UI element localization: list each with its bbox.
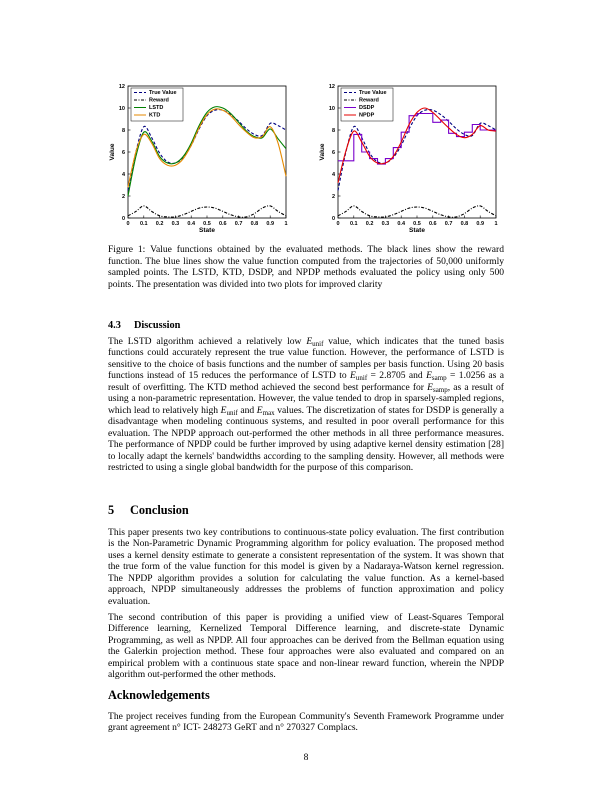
legend-label: Reward: [359, 97, 379, 104]
x-tick-label: 0.7: [444, 221, 453, 227]
y-tick-label: 6: [331, 150, 335, 156]
y-tick-label: 4: [121, 172, 125, 178]
x-tick-label: 0.4: [397, 221, 406, 227]
conclusion-paragraph-2: The second contribution of this paper is providing a unified view of Least-Squares Temporal Difference learning, Kernelized Temporal Difference learning, and discrete-state Dynamic Programming, as well as NPDP. All four approaches can be derived from the Bellman equation using the Galerkin projection method. These four approaches were also evaluated and compared on an empirical problem with a continuous state space and non-linear reward function, wherein the NPDP algorithm out-performed the other methods.: [108, 612, 504, 681]
legend-label: True Value: [359, 90, 387, 96]
legend-label: LSTD: [149, 105, 164, 111]
discussion-paragraph: The LSTD algorithm achieved a relatively low $E_{unif}$ value, which indicates that the tuned basis functions could accurately represent the true value function. However, the performance of LSTD is sensitive to the choice of basis functions and the number of samples per basis function. Using 20 basis functions instead of 15 reduces the performance of LSTD to $E_{unif} = 2.8705$ and $E_{samp} = 1.0256$ as a result of overfitting. The KTD method achieved the second best performance for $E_{samp}$, as a result of using a non-parametric representation. However, the value tended to drop in sparsely-sampled regions, which lead to relatively high $E_{unif}$ and $E_{max}$ values. The discretization of states for DSDP is generally a disadvantage when modeling continuous systems, and resulted in poor overall performance for this evaluation. The NPDP approach out-performed the other methods in all three performance measures. The performance of NPDP could be further improved by using adaptive kernel density estimation [28] to locally adapt the kernels' bandwidths according to the sampling density. However, all methods were restricted to using a single global bandwidth for the purpose of this comparison.: [108, 336, 504, 473]
y-tick-label: 4: [331, 172, 335, 178]
y-tick-label: 6: [121, 150, 125, 156]
section-number: 4.3: [108, 320, 121, 331]
page-number: 8: [303, 752, 309, 763]
x-tick-label: 0.8: [460, 221, 469, 227]
legend-label: KTD: [149, 112, 161, 119]
value-function-chart-left: [100, 78, 326, 238]
x-tick-label: 0.3: [381, 221, 390, 227]
y-tick-label: 12: [328, 84, 335, 90]
y-tick-label: 0: [121, 216, 125, 222]
y-axis-label: Value: [319, 143, 326, 161]
y-tick-label: 10: [118, 106, 125, 112]
y-tick-label: 2: [331, 194, 335, 200]
x-tick-label: 0.1: [139, 221, 148, 227]
y-tick-label: 10: [328, 106, 335, 112]
y-tick-label: 2: [121, 194, 125, 200]
section-title: Conclusion: [130, 503, 189, 517]
conclusion-paragraph-1: This paper presents two key contributions to continuous-state policy evaluation. The first contribution is the Non-Parametric Dynamic Programming algorithm for policy evaluation. The proposed method uses a kernel density estimate to generate a consistent representation of the system. It was shown that the true form of the value function for this model is given by a Nadaraya-Watson kernel regression. The NPDP algorithm provides a solution for calculating the value function. As a kernel-based approach, NPDP simultaneously addresses the problems of function approximation and policy evaluation.: [108, 527, 504, 607]
y-axis-label: Value: [109, 143, 116, 161]
legend-label: Reward: [149, 97, 169, 104]
figure-caption: Figure 1: Value functions obtained by the evaluated methods. The black lines show the reward function. The blue lines show the value function computed from the trajectories of 50,000 uniformly sampled points. The LSTD, KTD, DSDP, and NPDP methods evaluated the policy using only 500 points. The presentation was divided into two plots for improved clarity: [108, 244, 504, 290]
x-tick-label: 0.9: [266, 221, 275, 227]
acknowledgements-heading: Acknowledgements: [108, 688, 210, 702]
legend-label: True Value: [149, 90, 177, 96]
section-title: Discussion: [134, 320, 181, 331]
y-tick-label: 12: [118, 84, 125, 90]
x-tick-label: 0.2: [155, 221, 164, 227]
x-tick-label: 0.8: [250, 221, 259, 227]
x-tick-label: 0: [336, 221, 340, 227]
x-axis-label: State: [199, 227, 215, 234]
x-axis-label: State: [409, 227, 425, 234]
x-tick-label: 0.5: [413, 221, 421, 227]
y-tick-label: 0: [331, 216, 335, 222]
x-tick-label: 0.5: [203, 221, 211, 227]
value-function-chart-right: [310, 78, 510, 238]
x-tick-label: 0.1: [349, 221, 358, 227]
y-tick-label: 8: [331, 128, 335, 134]
x-tick-label: 0.9: [476, 221, 485, 227]
x-tick-label: 1: [284, 221, 288, 227]
legend-label: DSDP: [359, 105, 375, 111]
series-line-true-value: [128, 110, 286, 191]
x-tick-label: 0.6: [428, 221, 437, 227]
legend-label: NPDP: [359, 112, 375, 119]
x-tick-label: 0.7: [234, 221, 243, 227]
x-tick-label: 0.4: [187, 221, 196, 227]
y-tick-label: 8: [121, 128, 125, 134]
x-tick-label: 0.2: [365, 221, 374, 227]
x-tick-label: 0.3: [171, 221, 180, 227]
acknowledgements-text: The project receives funding from the European Community's Seventh Framework Programme under grant agreement n° ICT- 248273 GeRT and n° 270327 Complacs.: [108, 711, 504, 734]
x-tick-label: 0: [126, 221, 130, 227]
x-tick-label: 1: [494, 221, 498, 227]
figure-1: [0, 78, 612, 238]
section-number: 5: [108, 503, 115, 517]
section-4-3-heading: [108, 320, 180, 331]
section-5-heading: [108, 503, 189, 518]
x-tick-label: 0.6: [218, 221, 227, 227]
